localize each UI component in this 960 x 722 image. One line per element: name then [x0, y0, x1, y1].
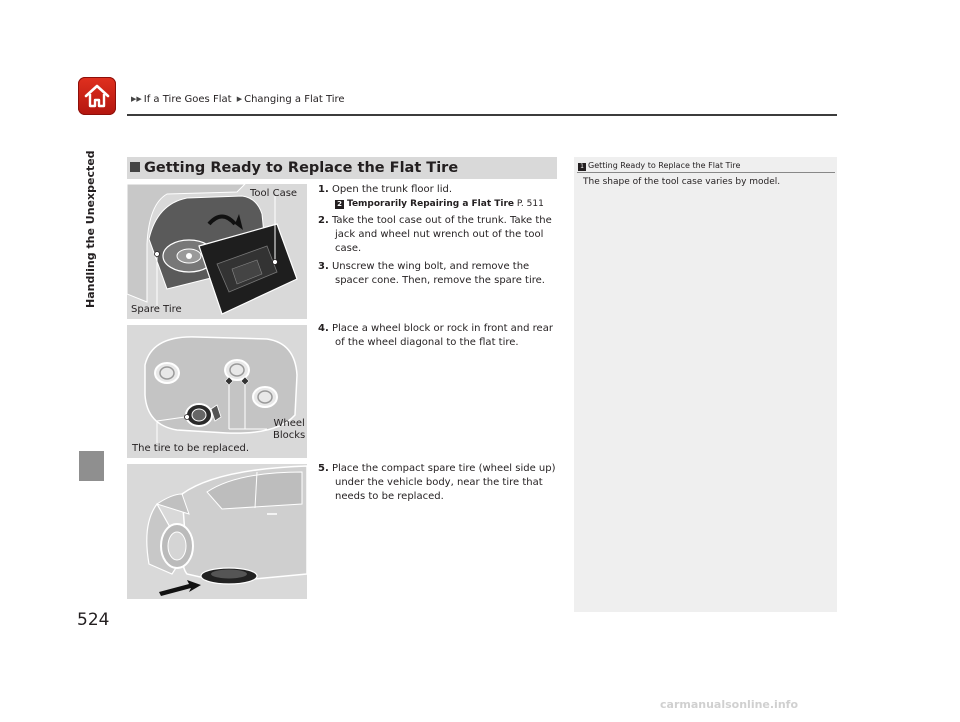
- step-text: Take the tool case out of the trunk. Take the jack and wheel nut wrench out of the tool case.: [331, 215, 552, 254]
- step-number: 2.: [318, 215, 329, 226]
- section-heading: [127, 157, 557, 179]
- step-text: Open the trunk floor lid.: [331, 184, 453, 195]
- home-button[interactable]: [78, 77, 116, 115]
- step-3: [318, 260, 558, 288]
- side-note-panel: [574, 157, 837, 612]
- note-marker-icon: 1: [578, 163, 586, 171]
- tire-to-replace-label: The tire to be replaced.: [132, 443, 250, 454]
- breadcrumb-arrow-icon: ▶▶: [131, 95, 142, 103]
- trunk-illustration: [127, 184, 307, 319]
- step-number: 3.: [318, 261, 329, 272]
- cross-reference-link[interactable]: [335, 199, 544, 209]
- tool-case-label: Tool Case: [250, 188, 298, 199]
- breadcrumb-item-changing-a-flat-tire[interactable]: Changing a Flat Tire: [244, 94, 345, 105]
- spare-under-car-figure: [127, 464, 307, 599]
- step-4: [318, 322, 558, 350]
- chapter-tab-label: Handling the Unexpected: [84, 150, 97, 308]
- reference-title: Temporarily Repairing a Flat Tire: [347, 199, 515, 209]
- wheel-blocks-label: [273, 418, 305, 442]
- trunk-figure: [127, 184, 307, 319]
- step-number: 5.: [318, 463, 329, 474]
- spare-under-car-illustration: [127, 464, 307, 599]
- step-1: [318, 183, 558, 197]
- step-text: Place the compact spare tire (wheel side up) under the vehicle body, near the tire that needs to be replaced.: [331, 463, 556, 502]
- spare-tire-label: Spare Tire: [131, 304, 182, 315]
- header-divider: [127, 114, 837, 116]
- page-number: 524: [77, 610, 110, 630]
- step-5: [318, 462, 558, 504]
- wheel-blocks-figure: [127, 325, 307, 458]
- breadcrumb: [129, 94, 345, 105]
- chapter-tab-marker: [79, 451, 104, 481]
- step-number: 1.: [318, 184, 329, 195]
- side-note-body: The shape of the tool case varies by model.: [583, 177, 781, 187]
- step-number: 4.: [318, 323, 329, 334]
- watermark: carmanualsonline.info: [660, 698, 798, 711]
- home-icon: [83, 82, 111, 110]
- wheel-blocks-label-line-1: Wheel: [273, 418, 305, 429]
- step-text: Place a wheel block or rock in front and rear of the wheel diagonal to the flat tire.: [331, 323, 553, 348]
- reference-page: P. 511: [516, 199, 544, 209]
- step-text: Unscrew the wing bolt, and remove the spacer cone. Then, remove the spare tire.: [331, 261, 545, 286]
- wheel-blocks-label-line-2: Blocks: [273, 430, 306, 441]
- breadcrumb-item-if-a-tire-goes-flat[interactable]: If a Tire Goes Flat: [143, 94, 232, 105]
- section-square-icon: [130, 162, 140, 172]
- breadcrumb-arrow-icon: ▶: [236, 95, 243, 103]
- reference-arrow-icon: 2: [335, 200, 344, 209]
- side-note-title-text: Getting Ready to Replace the Flat Tire: [588, 161, 741, 170]
- side-note-divider: [577, 172, 835, 173]
- step-2: [318, 214, 558, 256]
- section-title: Getting Ready to Replace the Flat Tire: [144, 160, 459, 176]
- side-note-title: [578, 161, 740, 171]
